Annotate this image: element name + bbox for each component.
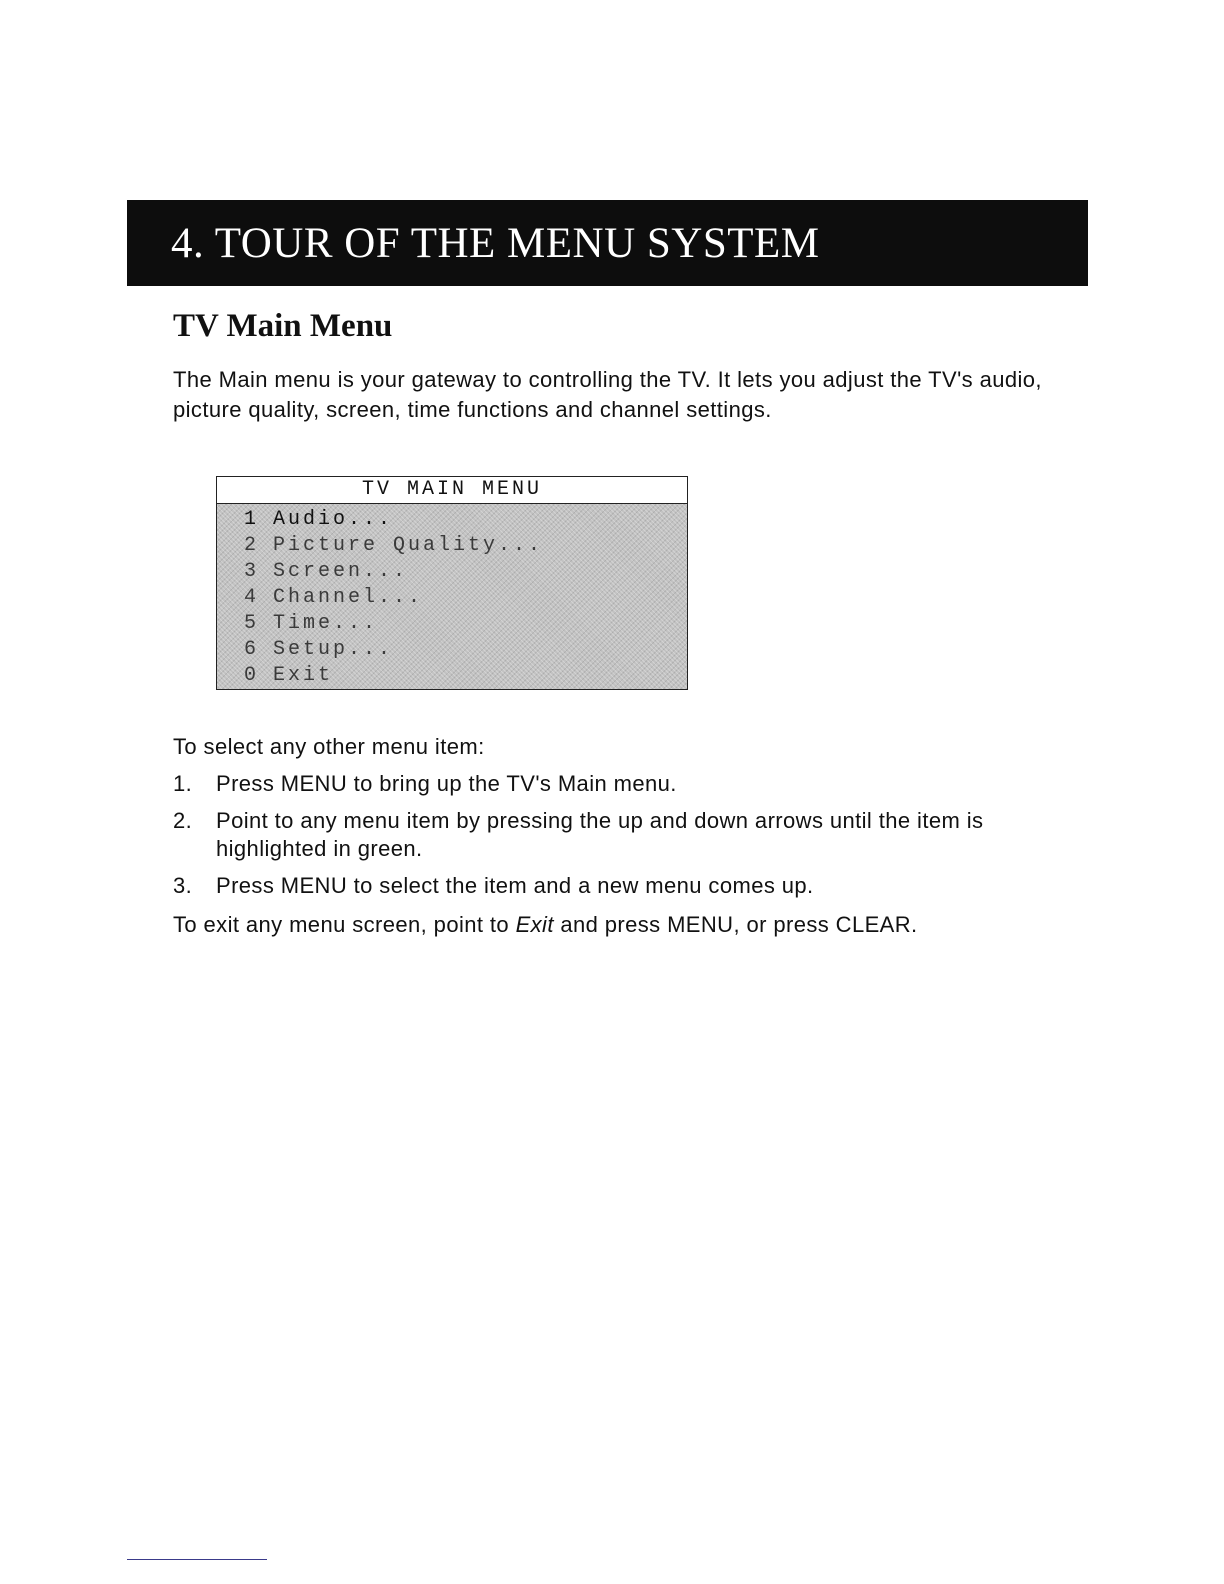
step-number: 2.	[173, 808, 193, 833]
tv-menu-items	[217, 504, 687, 689]
intro-paragraph: The Main menu is your gateway to controlling the TV. It lets you adjust the TV's audio, picture quality, screen, time functions and channel settings.	[173, 367, 1042, 422]
tv-menu-item-number: 5	[244, 612, 260, 635]
tv-menu-item-label: Audio...	[273, 508, 394, 531]
chapter-banner	[127, 200, 1088, 286]
tv-menu-item-label: Setup...	[273, 638, 394, 661]
tv-menu-item-setup[interactable]	[217, 637, 687, 663]
tv-menu-item-channel[interactable]	[217, 585, 687, 611]
exit-word: Exit	[515, 912, 554, 937]
tv-menu-item-number: 0	[244, 664, 260, 687]
step-number: 1.	[173, 771, 193, 796]
instruction-steps	[173, 770, 1073, 909]
chapter-title: 4. TOUR OF THE MENU SYSTEM	[171, 219, 820, 267]
step-text: Point to any menu item by pressing the up and down arrows until the item is highlighted in green.	[216, 808, 984, 861]
instructions-lead: To select any other menu item:	[173, 734, 485, 759]
tv-menu-item-number: 6	[244, 638, 260, 661]
tv-menu-item-screen[interactable]	[217, 559, 687, 585]
instruction-step	[173, 770, 1073, 798]
tv-main-menu-screenshot	[216, 476, 688, 690]
footer-rule	[127, 1559, 267, 1560]
tv-menu-item-audio[interactable]	[217, 507, 687, 533]
tv-menu-item-label: Screen...	[273, 560, 409, 583]
instruction-step	[173, 872, 1073, 900]
tv-menu-item-label: Time...	[273, 612, 379, 635]
tv-menu-title: TV MAIN MENU	[217, 477, 687, 504]
instruction-step	[173, 807, 1073, 863]
step-number: 3.	[173, 873, 193, 898]
exit-note-start: To exit any menu screen, point to	[173, 912, 516, 937]
tv-menu-item-picture-quality[interactable]	[217, 533, 687, 559]
step-text: Press MENU to select the item and a new menu comes up.	[216, 873, 814, 898]
step-text: Press MENU to bring up the TV's Main menu.	[216, 771, 677, 796]
tv-menu-item-exit[interactable]	[217, 663, 687, 689]
tv-menu-item-label: Exit	[273, 664, 334, 687]
exit-note-end: and press MENU, or press CLEAR.	[553, 912, 918, 937]
tv-menu-item-time[interactable]	[217, 611, 687, 637]
tv-menu-item-label: Picture Quality...	[273, 534, 544, 557]
tv-menu-item-number: 1	[244, 508, 260, 531]
tv-menu-item-label: Channel...	[273, 586, 424, 609]
tv-menu-item-number: 3	[244, 560, 260, 583]
exit-note	[173, 910, 918, 940]
section-title: TV Main Menu	[173, 308, 393, 344]
tv-menu-item-number: 4	[244, 586, 260, 609]
tv-menu-item-number: 2	[244, 534, 260, 557]
